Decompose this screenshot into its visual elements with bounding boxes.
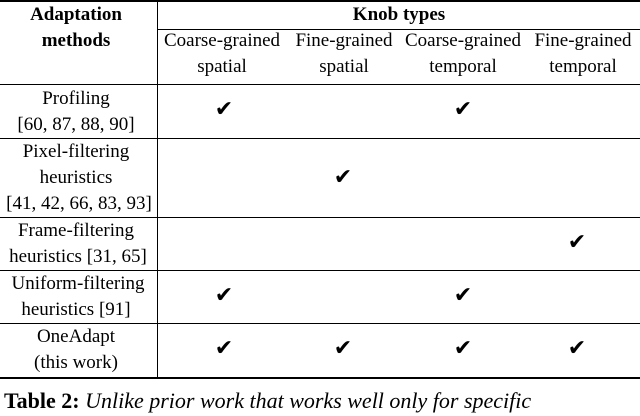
row-oneadapt-label-1: OneAdapt: [36, 326, 116, 347]
check-icon: ✔: [333, 165, 353, 190]
check-icon: ✔: [214, 336, 234, 361]
header-col-coarse-spatial-2: spatial: [197, 56, 247, 77]
check-icon: ✔: [453, 97, 473, 122]
header-rule: [0, 84, 640, 85]
row-profiling-label-2: [60, 87, 88, 90]: [17, 114, 135, 135]
header-knob-types: Knob types: [352, 4, 446, 25]
row-pixel-label-1: Pixel-filtering: [22, 141, 130, 162]
header-col-coarse-temporal-1: Coarse-grained: [404, 30, 522, 51]
check-icon: ✔: [214, 283, 234, 308]
header-col-coarse-spatial-1: Coarse-grained: [163, 30, 281, 51]
header-col-fine-spatial-1: Fine-grained: [295, 30, 393, 51]
row-frame-label-2: heuristics [31, 65]: [9, 246, 147, 267]
row-pixel-label-3: [41, 42, 66, 83, 93]: [6, 193, 152, 214]
check-icon: ✔: [333, 336, 353, 361]
row-uniform-label-2: heuristics [91]: [21, 299, 131, 320]
column-divider: [157, 322, 158, 377]
row-profiling-label-1: Profiling: [42, 88, 110, 109]
check-icon: ✔: [567, 336, 587, 361]
bottom-rule: [0, 377, 640, 379]
header-col-coarse-temporal-2: temporal: [429, 56, 497, 77]
caption-text: Unlike prior work that works well only for specific: [85, 388, 532, 413]
row-pixel-label-2: heuristics: [39, 167, 113, 188]
check-icon: ✔: [214, 97, 234, 122]
header-col-fine-temporal-2: temporal: [549, 56, 617, 77]
header-col-fine-temporal-1: Fine-grained: [534, 30, 632, 51]
table-caption: [4, 386, 531, 416]
check-icon: ✔: [453, 336, 473, 361]
header-col-fine-spatial-2: spatial: [319, 56, 369, 77]
header-adaptation: Adaptation: [30, 4, 122, 25]
header-methods: methods: [41, 30, 111, 51]
row-uniform-label-1: Uniform-filtering: [11, 273, 145, 294]
check-icon: ✔: [567, 230, 587, 255]
check-icon: ✔: [453, 283, 473, 308]
caption-label: Table 2:: [4, 388, 80, 413]
row-oneadapt-label-2: (this work): [34, 352, 118, 373]
row-frame-label-1: Frame-filtering: [17, 220, 135, 241]
